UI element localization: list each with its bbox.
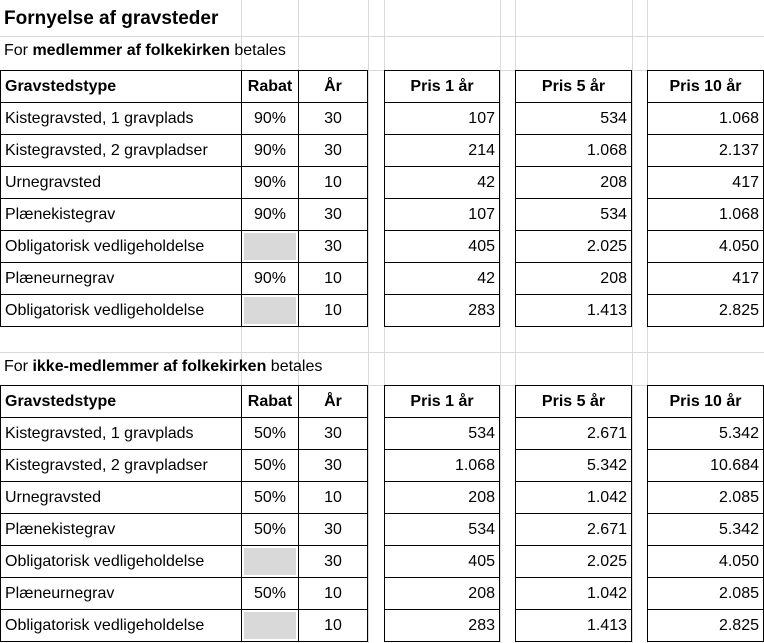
header-pris10: Pris 10 år — [647, 385, 764, 418]
cell-aar: 10 — [298, 294, 368, 327]
cell-aar: 10 — [298, 481, 368, 514]
cell-pris10: 1.068 — [647, 198, 764, 231]
header-pris5: Pris 5 år — [515, 70, 632, 103]
header-aar: År — [298, 385, 368, 418]
cell-pris1: 283 — [384, 294, 500, 327]
section-intro — [0, 352, 600, 382]
cell-pris10: 417 — [647, 262, 764, 295]
cell-pris5: 1.068 — [515, 134, 632, 167]
cell-pris10: 2.085 — [647, 481, 764, 514]
cell-pris1: 42 — [384, 166, 500, 199]
cell-pris5: 2.025 — [515, 230, 632, 263]
shaded-blank — [244, 612, 296, 639]
cell-type: Obligatorisk vedligeholdelse — [0, 294, 242, 327]
header-pris1: Pris 1 år — [384, 70, 500, 103]
cell-aar: 10 — [298, 577, 368, 610]
page-title: Fornyelse af gravsteder — [4, 7, 219, 29]
cell-rabat: 50% — [241, 577, 299, 610]
header-pris10: Pris 10 år — [647, 70, 764, 103]
header-rabat: Rabat — [241, 70, 299, 103]
cell-pris10: 5.342 — [647, 417, 764, 450]
cell-rabat — [241, 294, 299, 327]
cell-pris10: 2.825 — [647, 294, 764, 327]
cell-aar: 30 — [298, 198, 368, 231]
cell-rabat — [241, 545, 299, 578]
cell-rabat: 90% — [241, 134, 299, 167]
header-rabat: Rabat — [241, 385, 299, 418]
cell-type: Obligatorisk vedligeholdelse — [0, 609, 242, 642]
cell-pris1: 405 — [384, 230, 500, 263]
cell-type: Kistegravsted, 2 gravpladser — [0, 449, 242, 482]
cell-type: Obligatorisk vedligeholdelse — [0, 545, 242, 578]
cell-type: Kistegravsted, 1 gravplads — [0, 102, 242, 135]
section-intro — [0, 36, 600, 66]
cell-pris10: 2.137 — [647, 134, 764, 167]
cell-rabat: 50% — [241, 449, 299, 482]
cell-pris1: 42 — [384, 262, 500, 295]
cell-pris5: 2.671 — [515, 417, 632, 450]
cell-pris1: 534 — [384, 417, 500, 450]
cell-pris5: 2.671 — [515, 513, 632, 546]
shaded-blank — [244, 233, 296, 260]
cell-type: Plænekistegrav — [0, 198, 242, 231]
cell-pris5: 5.342 — [515, 449, 632, 482]
cell-aar: 30 — [298, 230, 368, 263]
cell-rabat: 90% — [241, 166, 299, 199]
cell-aar: 30 — [298, 545, 368, 578]
cell-rabat — [241, 230, 299, 263]
cell-pris1: 283 — [384, 609, 500, 642]
cell-rabat: 50% — [241, 417, 299, 450]
cell-type: Kistegravsted, 2 gravpladser — [0, 134, 242, 167]
cell-aar: 10 — [298, 609, 368, 642]
header-pris5: Pris 5 år — [515, 385, 632, 418]
cell-pris10: 10.684 — [647, 449, 764, 482]
cell-pris1: 208 — [384, 481, 500, 514]
cell-pris1: 107 — [384, 198, 500, 231]
cell-aar: 10 — [298, 166, 368, 199]
cell-pris10: 2.085 — [647, 577, 764, 610]
cell-pris5: 1.042 — [515, 481, 632, 514]
intro-bold: ikke-medlemmer af folkekirken — [32, 358, 267, 375]
cell-pris1: 534 — [384, 513, 500, 546]
cell-rabat: 50% — [241, 513, 299, 546]
shaded-blank — [244, 548, 296, 575]
cell-pris5: 1.413 — [515, 609, 632, 642]
cell-rabat: 90% — [241, 102, 299, 135]
cell-rabat: 90% — [241, 262, 299, 295]
shaded-blank — [244, 297, 296, 324]
intro-bold: medlemmer af folkekirken — [32, 42, 230, 59]
cell-pris5: 1.413 — [515, 294, 632, 327]
cell-pris1: 208 — [384, 577, 500, 610]
cell-pris5: 208 — [515, 262, 632, 295]
cell-pris10: 5.342 — [647, 513, 764, 546]
cell-pris5: 534 — [515, 102, 632, 135]
header-pris1: Pris 1 år — [384, 385, 500, 418]
cell-pris5: 208 — [515, 166, 632, 199]
header-type: Gravstedstype — [0, 70, 242, 103]
cell-pris1: 1.068 — [384, 449, 500, 482]
intro-prefix: For — [4, 42, 33, 59]
cell-aar: 10 — [298, 262, 368, 295]
intro-suffix: betales — [229, 42, 286, 59]
cell-pris5: 2.025 — [515, 545, 632, 578]
grid-line-vertical — [632, 0, 633, 643]
cell-type: Urnegravsted — [0, 166, 242, 199]
cell-type: Obligatorisk vedligeholdelse — [0, 230, 242, 263]
cell-aar: 30 — [298, 417, 368, 450]
cell-pris1: 107 — [384, 102, 500, 135]
cell-pris1: 214 — [384, 134, 500, 167]
header-aar: År — [298, 70, 368, 103]
cell-pris5: 534 — [515, 198, 632, 231]
cell-pris1: 405 — [384, 545, 500, 578]
cell-pris10: 417 — [647, 166, 764, 199]
cell-type: Plæneurnegrav — [0, 262, 242, 295]
cell-aar: 30 — [298, 102, 368, 135]
cell-type: Plænekistegrav — [0, 513, 242, 546]
cell-pris10: 4.050 — [647, 230, 764, 263]
cell-pris5: 1.042 — [515, 577, 632, 610]
intro-suffix: betales — [266, 358, 323, 375]
cell-pris10: 4.050 — [647, 545, 764, 578]
cell-aar: 30 — [298, 513, 368, 546]
intro-prefix: For — [4, 358, 33, 375]
grid-line-vertical — [368, 0, 369, 643]
grid-line-vertical — [500, 0, 501, 643]
cell-aar: 30 — [298, 449, 368, 482]
header-type: Gravstedstype — [0, 385, 242, 418]
cell-aar: 30 — [298, 134, 368, 167]
cell-type: Plæneurnegrav — [0, 577, 242, 610]
cell-type: Urnegravsted — [0, 481, 242, 514]
cell-type: Kistegravsted, 1 gravplads — [0, 417, 242, 450]
cell-rabat — [241, 609, 299, 642]
cell-rabat: 50% — [241, 481, 299, 514]
cell-pris10: 1.068 — [647, 102, 764, 135]
cell-pris10: 2.825 — [647, 609, 764, 642]
cell-rabat: 90% — [241, 198, 299, 231]
